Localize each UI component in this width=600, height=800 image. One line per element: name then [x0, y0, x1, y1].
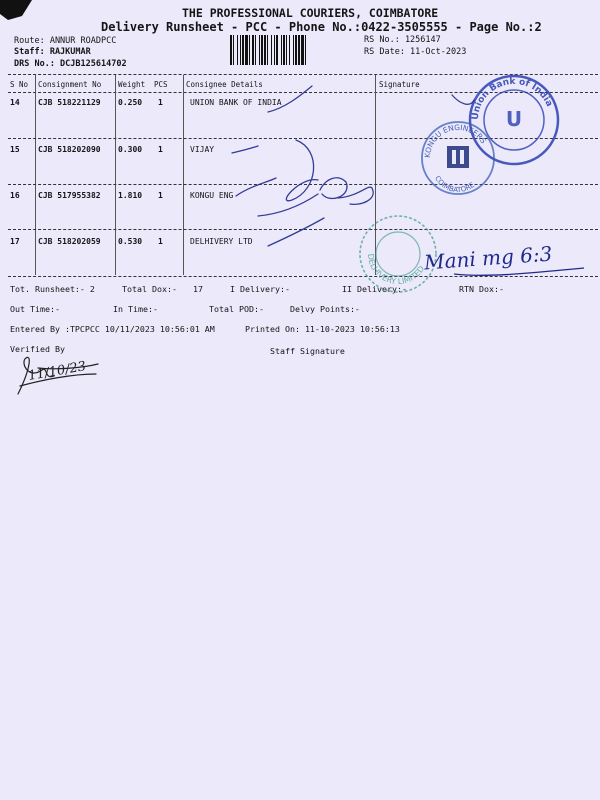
- col-header-weight: Weight: [118, 80, 146, 89]
- row-consignee: UNION BANK OF INDIA: [190, 98, 282, 107]
- row-sno: 16: [10, 191, 20, 200]
- row-consignment: CJB 518221129: [38, 98, 101, 107]
- rs-date: RS Date: 11-Oct-2023: [364, 47, 467, 57]
- union-bank-stamp-text: Union Bank of India: [470, 76, 555, 121]
- delvy-points: Delvy Points:-: [290, 304, 360, 314]
- in-time: In Time:-: [113, 304, 158, 314]
- row-pcs: 1: [158, 191, 163, 200]
- total-dox-label: Total Dox:-: [122, 284, 177, 294]
- drs-label: DRS No.: DCJB125614702: [14, 59, 127, 69]
- row-sno: 14: [10, 98, 20, 107]
- kongu-stamp-text: KONGU ENGINEERS: [422, 122, 489, 159]
- rs-number: RS No.: 1256147: [364, 35, 441, 45]
- total-dox-value: 17: [193, 284, 203, 294]
- col-header-consignment: Consignment No: [38, 80, 102, 89]
- row-weight: 0.300: [118, 145, 143, 154]
- total-pod: Total POD:-: [209, 304, 264, 314]
- svg-text:U: U: [505, 107, 523, 131]
- company-title: THE PROFESSIONAL COURIERS, COIMBATORE: [182, 6, 439, 20]
- entered-by: Entered By :TPCPCC 10/11/2023 10:56:01 AM: [10, 324, 215, 334]
- i-delivery: I Delivery:-: [230, 284, 290, 294]
- row-sno: 17: [10, 237, 20, 246]
- row-pcs: 1: [158, 145, 163, 154]
- row-consignee: KONGU ENG: [190, 191, 234, 200]
- col-header-pcs: PCS: [154, 80, 168, 89]
- staff-label: Staff: RAJKUMAR: [14, 47, 91, 57]
- row-consignee: VIJAY: [190, 145, 215, 154]
- col-header-signature: Signature: [379, 80, 420, 89]
- row-consignment: CJB 517955382: [38, 191, 101, 200]
- printed-on: Printed On: 11-10-2023 10:56:13: [245, 324, 400, 334]
- delhivery-stamp-text: DELHIVERY LIMITED: [365, 253, 427, 287]
- col-header-sno: S No: [10, 80, 29, 89]
- out-time: Out Time:-: [10, 304, 60, 314]
- row-consignment: CJB 518202090: [38, 145, 101, 154]
- ii-delivery: II Delivery:-: [342, 284, 407, 294]
- row-pcs: 1: [158, 237, 163, 246]
- runsheet-title: Delivery Runsheet - PCC - Phone No.:0422-3505555 - Page No.:2: [101, 20, 542, 34]
- verified-by: Verified By: [10, 344, 65, 354]
- route-label: Route: ANNUR ROADPCC: [14, 36, 117, 46]
- tot-runsheet: Tot. Runsheet:- 2: [10, 284, 95, 294]
- row-consignment: CJB 518202059: [38, 237, 101, 246]
- verified-date: 11/10/23: [27, 359, 88, 384]
- col-header-consignee: Consignee Details: [186, 80, 263, 89]
- row-sno: 15: [10, 145, 20, 154]
- staff-signature-label: Staff Signature: [270, 346, 345, 356]
- row-pcs: 1: [158, 98, 163, 107]
- row-weight: 0.530: [118, 237, 143, 246]
- row-consignee: DELHIVERY LTD: [190, 237, 253, 246]
- rtn-dox: RTN Dox:-: [459, 284, 504, 294]
- row-weight: 1.810: [118, 191, 143, 200]
- signature-underline: [450, 264, 590, 284]
- handwritten-signature: Mani mg 6:3: [423, 241, 554, 275]
- row-weight: 0.250: [118, 98, 143, 107]
- kongu-stamp-city: COIMBATORE: [433, 174, 477, 195]
